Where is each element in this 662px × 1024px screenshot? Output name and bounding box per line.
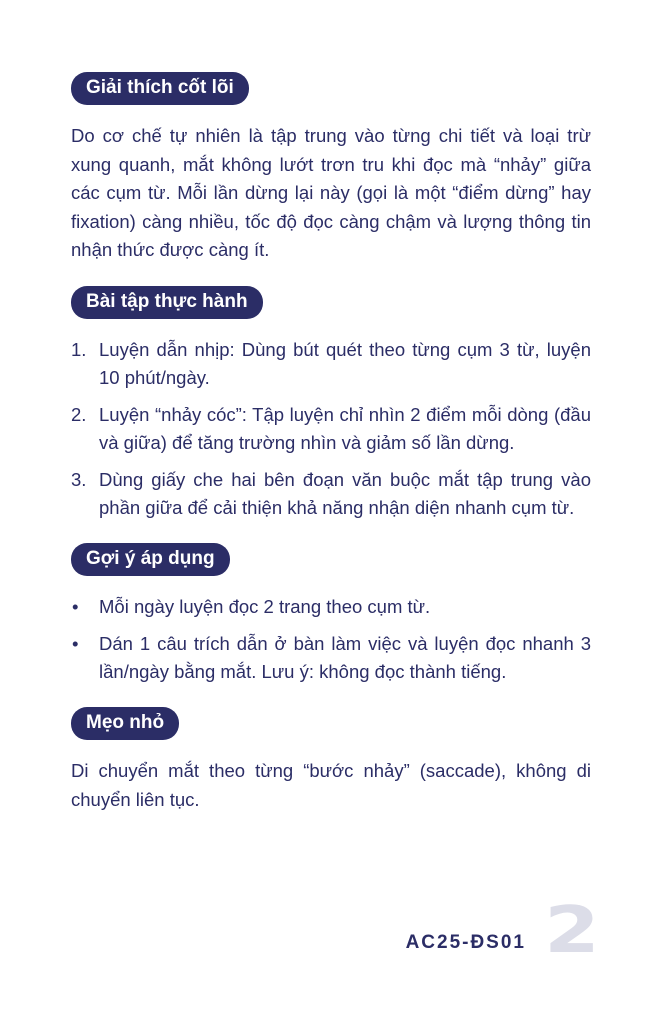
section-heading: Gợi ý áp dụng bbox=[71, 543, 230, 576]
list-number: 3. bbox=[71, 468, 87, 490]
bullet-marker: • bbox=[72, 595, 79, 617]
document-code: AC25-ĐS01 bbox=[405, 932, 526, 953]
tips-list bbox=[71, 593, 591, 686]
list-item bbox=[71, 401, 591, 457]
list-item-text: Luyện “nhảy cóc”: Tập luyện chỉ nhìn 2 điểm mỗi dòng (đầu và giữa) để tăng trường nhìn và giảm số lần dừng. bbox=[99, 403, 591, 453]
section-heading: Bài tập thực hành bbox=[71, 286, 263, 319]
section-small-tip bbox=[71, 707, 591, 814]
list-number: 1. bbox=[71, 338, 87, 360]
section-heading: Mẹo nhỏ bbox=[71, 707, 179, 740]
list-number: 2. bbox=[71, 403, 87, 425]
section-paragraph: Do cơ chế tự nhiên là tập trung vào từng chi tiết và loại trừ xung quanh, mắt không lướt trơn tru khi đọc mà “nhảy” giữa các cụm từ. Mỗi lần dừng lại này (gọi là một “điểm dừng” hay fixation) càng nhiều, tốc độ đọc càng chậm và lượng thông tin nhận thức được càng ít. bbox=[71, 125, 591, 261]
list-item-text: Luyện dẫn nhịp: Dùng bút quét theo từng cụm 3 từ, luyện 10 phút/ngày. bbox=[99, 338, 591, 388]
list-item-text: Mỗi ngày luyện đọc 2 trang theo cụm từ. bbox=[99, 595, 431, 617]
section-paragraph: Di chuyển mắt theo từng “bước nhảy” (saccade), không di chuyển liên tục. bbox=[71, 759, 591, 810]
section-core-explanation bbox=[71, 72, 591, 265]
list-item bbox=[71, 466, 591, 522]
exercise-list bbox=[71, 336, 591, 522]
page-content bbox=[71, 72, 591, 835]
list-item-text: Dán 1 câu trích dẫn ở bàn làm việc và luyện đọc nhanh 3 lần/ngày bằng mắt. Lưu ý: không đọc thành tiếng. bbox=[99, 632, 591, 682]
list-item bbox=[71, 593, 591, 621]
list-item bbox=[71, 336, 591, 392]
page-footer bbox=[0, 900, 662, 960]
section-heading: Giải thích cốt lõi bbox=[71, 72, 249, 105]
list-item bbox=[71, 630, 591, 686]
section-application-tips bbox=[71, 543, 591, 686]
page-number-text: 2 bbox=[544, 900, 600, 960]
list-item-text: Dùng giấy che hai bên đoạn văn buộc mắt tập trung vào phần giữa để cải thiện khả năng nhận diện nhanh cụm từ. bbox=[99, 468, 591, 518]
page-number bbox=[543, 900, 601, 960]
section-practice-exercises bbox=[71, 286, 591, 522]
bullet-marker: • bbox=[72, 632, 79, 654]
